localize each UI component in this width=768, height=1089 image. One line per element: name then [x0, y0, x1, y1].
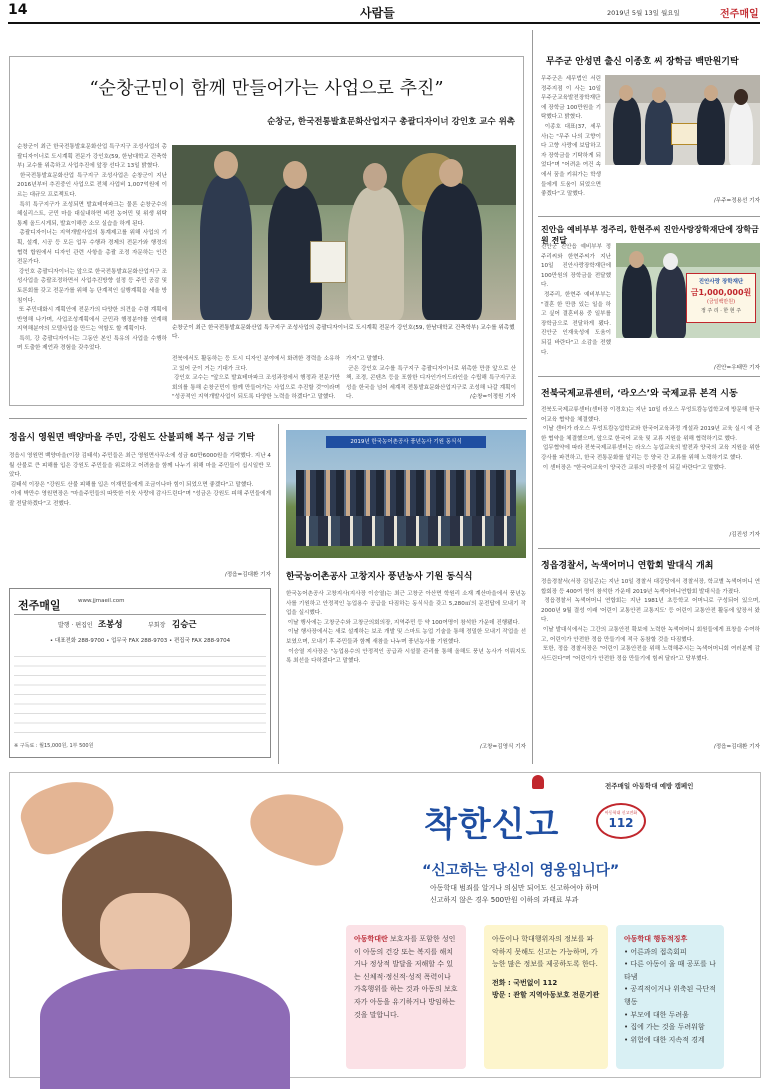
badge-label: 아동학대 신고전화 — [604, 810, 638, 815]
section-title: 사람들 — [360, 6, 395, 20]
box3-item: • 부모에 대한 두려움 — [624, 1010, 689, 1019]
lead-caption: 순창군이 최근 한국전통발효문화산업 특구지구 조성사업의 총괄디자이너로 도시계획 전문가 강인호(59, 한남대학교 건축학부) 교수를 위촉했다. — [172, 325, 515, 340]
ad-title: 착한신고 — [424, 805, 560, 845]
publisher-label: 발행 · 편집인 — [58, 622, 93, 629]
box2-visit: 방문 : 관할 지역아동보호 전문기관 — [492, 991, 600, 1000]
sign-names: 정 주 리 · 한 현 주 — [700, 308, 742, 314]
right-column-divider — [532, 30, 533, 764]
ad-desc-2: 신고하지 않은 경우 500만원 이하의 과태료 부과 — [430, 896, 579, 904]
side2-photo — [616, 243, 760, 338]
farm-photo — [286, 430, 526, 558]
box3-item: • 집에 가는 것을 두려워함 — [624, 1023, 705, 1032]
farm-headline: 한국농어촌공사 고창지사 풍년농사 기원 동식식 — [286, 572, 473, 582]
newspaper-name: 전주매일 — [720, 9, 759, 20]
side-divider-2 — [538, 376, 760, 377]
bottom-left-credit: /정읍=김대환 기자 — [224, 572, 271, 578]
box2-text: 아동이나 학대행위자의 정보를 파악하지 못해도 신고는 가능하며, 가능한 많은 정보를 제공하도록 한다. — [492, 935, 598, 969]
sign-title: 진안사랑 장학재단 — [698, 279, 744, 285]
masthead-phones: • 대표전화 288-9700 • 업무국 FAX 288-9703 • 편집국 FAX 288-9704 — [49, 638, 231, 644]
publisher-name: 조봉성 — [98, 620, 123, 630]
lead-bottom-divider — [9, 418, 527, 419]
side1-headline: 무주군 안성면 출신 이종호 씨 장학금 백만원기탁 — [546, 57, 739, 67]
bottom-left-headline: 정읍시 영원면 백양마을 주민, 강원도 산불피해 복구 성금 기탁 — [9, 433, 255, 443]
side2-body: 진안군 진안읍 예비부부 정주리씨와 한현주씨가 지난 10일 진안사랑장학재단에 100만원의 장학금을 전달했다. 정주리, 한현주 예비부부는 "결혼 한 만큼 있는 일을 하고 싶어 결혼비용 중 일부를 장학금으로 전달하게 됐다. 진안군 인재육성에 도움이 되길 바란다"고 소감을 전했다. — [541, 244, 612, 356]
box3-item: • 어른과의 접촉회피 — [624, 947, 687, 956]
sign-amount: 금1,000,000원 — [690, 288, 752, 297]
ad-slogan: “신고하는 당신이 영웅입니다” — [422, 863, 620, 879]
lead-credit: /순창=이정원 기자 — [469, 394, 516, 400]
bottom-mid-divider — [278, 424, 279, 764]
masthead-site: www.jjmaeil.com — [78, 598, 125, 604]
bottom-left-body: 정읍시 영원면 백양마을(이장 김태석) 주민들은 최근 영원면사무소에 성금 60만6000원을 기탁했다. 지난 4월 산불로 큰 피해를 입은 강원도 주민들을 위로하고 어려움을 함께 나누기 위해 마을 주민들이 십시일반 모았다. 김태석 이장은 "강원도 산불 피해를 입은 이재민들에게 조금이나마 힘이 되었으면 좋겠다"고 말했다. 이에 박만수 영원면장은 "마을주민들의 따뜻한 이웃 사랑에 감사드린다"며 "성금은 강원도 피해 주민들에게 잘 전달하겠다"고 전했다. — [9, 453, 271, 507]
lead-subhead: 순창군, 한국전통발효문화산업지구 총괄디자이너 강인호 교수 위촉 — [267, 117, 515, 127]
box3-item: • 공격적이거나 위축된 극단적 행동 — [624, 985, 716, 1006]
side3-headline: 전북국제교류센터, ‘라오스’와 국제교류 본격 시동 — [541, 389, 738, 399]
masthead-name: 전주매일 — [18, 599, 61, 612]
side1-body-cont — [541, 168, 760, 196]
side1-credit: /무주=정용선 기자 — [713, 198, 760, 204]
side-divider-3 — [538, 548, 760, 549]
lead-col3: 가지"고 말했다. 군은 강인호 교수를 특구지구 총괄디자이너로 위촉한 만큼 앞으로 산책, 조경, 콘텐츠 등을 포함한 디자인가이드라인을 수립해 특구지구조성을 한국을 넘어 세계적 전통발효문화산업지구로 조성해 나갈 계획이다. — [346, 356, 516, 401]
farm-credit: /고창=김영식 기자 — [479, 744, 526, 750]
box3-item: • 다른 아동이 울 때 공포를 나타냄 — [624, 960, 716, 981]
editor-label: 부회장 — [148, 622, 166, 629]
issue-date: 2019년 5월 13일 월요일 — [607, 9, 680, 17]
ad-box-signs — [616, 925, 724, 1069]
ad-badge — [596, 803, 646, 839]
side3-credit: /김진성 기자 — [729, 532, 760, 538]
box2-phone: 전화 : 국번없이 112 — [492, 978, 558, 987]
side4-headline: 정읍경찰서, 녹색어머니 연합회 발대식 개최 — [541, 561, 714, 571]
lead-headline: “순창군민이 함께 만들어가는 사업으로 추진” — [89, 78, 444, 99]
page-number: 14 — [8, 2, 28, 18]
masthead-rule — [14, 614, 266, 615]
side4-credit: /정읍=김대환 기자 — [713, 744, 760, 750]
box1-text: 보호자를 포함한 성인이 아동의 건강 또는 복지를 해치거나 정상적 발달을 저해할 수 있는 신체적·정신적·성적 폭력이나 가혹행위를 하는 것과 아동의 보호자가 아동을 유기하거나 방임하는 것을 말합니다. — [354, 935, 458, 1019]
lead-photo — [172, 145, 516, 320]
masthead-note: ※ 구독료 : 월15,000원, 1부 500원 — [14, 743, 94, 749]
side2-credit: /진안=우태만 기자 — [713, 365, 760, 371]
ad-box-report — [484, 925, 608, 1069]
side2-headline: 진안읍 예비부부 정주리, 한현주씨 진안사랑장학재단에 장학금원 전달 — [541, 225, 759, 245]
box1-title: 아동학대란 — [354, 935, 388, 943]
lead-col1: 순창군이 최근 한국전통발효문화산업 특구지구 조성사업의 총괄디자이너로 도시계획 전문가 강인호(59, 한남대학교 건축학부) 교수를 위촉하고 사업추진에 앞장 선다고 13일 밝혔다. 한국전통발효문화산업 특구지구 조성사업은 순창군이 지난 2016년부터 추진중인 사업으로 전체 사업비 1,007억원에 이르는 대규모 프로젝트다. 특히 특구지구가 조성되면 발효테마파크는 물론 순창군수의 헤실리스트, 군민 마을 대실내하면 벼전 농어민 및 위생 위탁 통제 올드시게되, 발효이해증 소모 실습을 하게 된다. 총괄디자이너는 지역개발사업의 통계제고를 위해 사업의 기획, 설계, 시공 등 모든 업무 수행과 경제의 전문가와 행정의 협력 합원에서 디자인 관련 사항을 총괄 조정 자문하는 인간 전문가다. 강인호 총괄디자이너는 앞으로 한국전통발효문화산업지구 조성사업을 총괄조정하면서 사업추진방향 설정 등 주민 공감 및 토론회를 갖고 전문가를 위해 농 단계적인 실행계획을 세울 방침이다. 또 주민대화시 계획안에 전문가의 다양한 의견을 수렴 계획에 반영해 나가며, 사업조성계획에서 군민과 행정분야를 연계해 지역해분야의 모델사업을 만드는 역할도 할 계획이다. 특히, 강 총괄디자이너는 그동안 본인 특유의 사업을 수행하며 도출한 제언과 경험을 갖추었다. — [17, 144, 167, 352]
side1-body: 무주군은 세무법인 서린 정주지점 이 사는 10일 무주군교육발전장학재단에 장학금 100만원을 기탁했다고 밝혔다. 이종호 대표(37, 세무사)는 "무주 나의 고향이다 고향 사랑에 보답하고자 장학금을 기탁하게 되었다"며 "어려운 여건 속에서 꿈을 키워가는 학생들에게 도움이 되었으면 좋겠다"고 말했다. — [541, 76, 601, 198]
ad-box-definition — [346, 925, 466, 1069]
ad-top-right: 전주매일 아동학대 예방 캠페인 — [605, 782, 694, 790]
side-divider-1 — [538, 216, 760, 217]
sign-note: (금일백만원) — [706, 299, 736, 305]
farm-banner: 2019년 한국농어촌공사 풍년농사 기원 동식식 — [326, 436, 486, 448]
ad-desc-1: 아동학대 범죄를 알거나 의심만 되어도 신고하여야 하며 — [430, 884, 599, 892]
donation-sign — [686, 273, 756, 323]
badge-number: 112 — [608, 816, 634, 830]
box3-title: 아동학대 행동적징후 — [624, 935, 688, 943]
box3-item: • 위험에 대한 지속적 경계 — [624, 1035, 705, 1044]
child-figure — [10, 773, 340, 1079]
side3-body: 전북도국제교류센터(센터장 이경호)는 지난 10일 라오스 무엉트캄농업학교에 방문해 한국어교육 협약을 체결했다. 이날 센터가 라오스 무엉트캄농업학교와 한국어교육과정 개설과 2019년 교육 실시 에 관한 협약을 체결했으며, 앞으로 한국어 교육 및 교류 지원을 위해 협력하기로 했다. 업무협약에 따라 전북국제교류센터는 라오스 농업교육의 발전과 양국의 교육 지원을 위한 강사를 파견하고, 한국 전통문화를 알리는 등 양국 간 교류를 위해 노력하기로 했다. 이 센터장은 "한국어교육이 양국간 교류의 마중물이 되길 바란다"고 말했다. — [541, 407, 760, 471]
masthead-directory — [14, 650, 266, 738]
side1-photo — [605, 75, 760, 165]
ad-frame — [9, 772, 761, 1078]
side4-body: 정읍경찰서(서장 김일곤)는 지난 10일 경찰서 대강당에서 경찰서장, 학교별 녹색어머니 연합회장 등 400여 명이 참석한 가운데 2019년 녹색어머니연합회 발대식을 가졌다. 정읍경찰서 녹색어머니 연합회는 지난 1981년 초등학교 어머니로 구성되어 있으며, 2000년 9월 결성 이래 '어린이 교통안전 교통지도' 등 어린이 교통안전 활동에 앞장서 왔다. 이날 발대식에서는 그간의 교통안전 확보에 노력한 녹색어머니 회원들에게 표창을 수여하고, 어린이가 안전한 정읍 만들기에 적극 동참할 것을 다짐했다. 또한, 정읍 경찰서장은 "어린이 교통안전을 위해 노력해주시는 녹색어머니회 여러분께 감사드린다"며 "어린이가 안전한 정읍 만들기에 힘써 달라"고 당부했다. — [541, 579, 760, 662]
farm-body: 한국농어촌공사 고창지사(지사장 이승열)는 최근 고창군 아산면 학원리 소재 계산마을에서 풍년농사를 기원하고 안정적인 농업용수 공급을 다짐하는 동식식을 갖고 5,280㎡의 문전답에 모내기 작업을 실시했다. 이날 행사에는 고창군수와 고창군의회의장, 지역주민 등 약 100여명이 참석한 가운데 진행됐다. 이날 행사장에서는 새로 설계하는 보조 개발 및 스마트 농업 기술을 통해 정밀한 모내기 작업을 선보였으며, 모내기 후 주민들과 함께 새참을 나누며 풍년농사를 기원했다. 이승열 지사장은 "농업용수의 안정적인 공급과 시설물 관리를 통해 올해도 풍년 농사가 이뤄지도록 최선을 다하겠다"고 말했다. — [286, 591, 527, 665]
siren-icon — [532, 775, 544, 789]
lead-col2: 전북에서도 활동하는 등 도시 디자인 분야에서 화려한 경력을 소유하고 있어 군이 거는 기대가 크다. 강인호 교수는 "앞으로 발효테마파크 조성과정에서 행정과 전문가만 회의를 통해 순창군민이 함께 만들어가는 사업으로 추진할 것"이라며 "성공적인 지역개발사업이 되도록 다양한 노력을 하겠다"고 말했다. — [172, 356, 341, 401]
editor-name: 김승근 — [172, 620, 197, 630]
header-rule — [8, 22, 760, 24]
